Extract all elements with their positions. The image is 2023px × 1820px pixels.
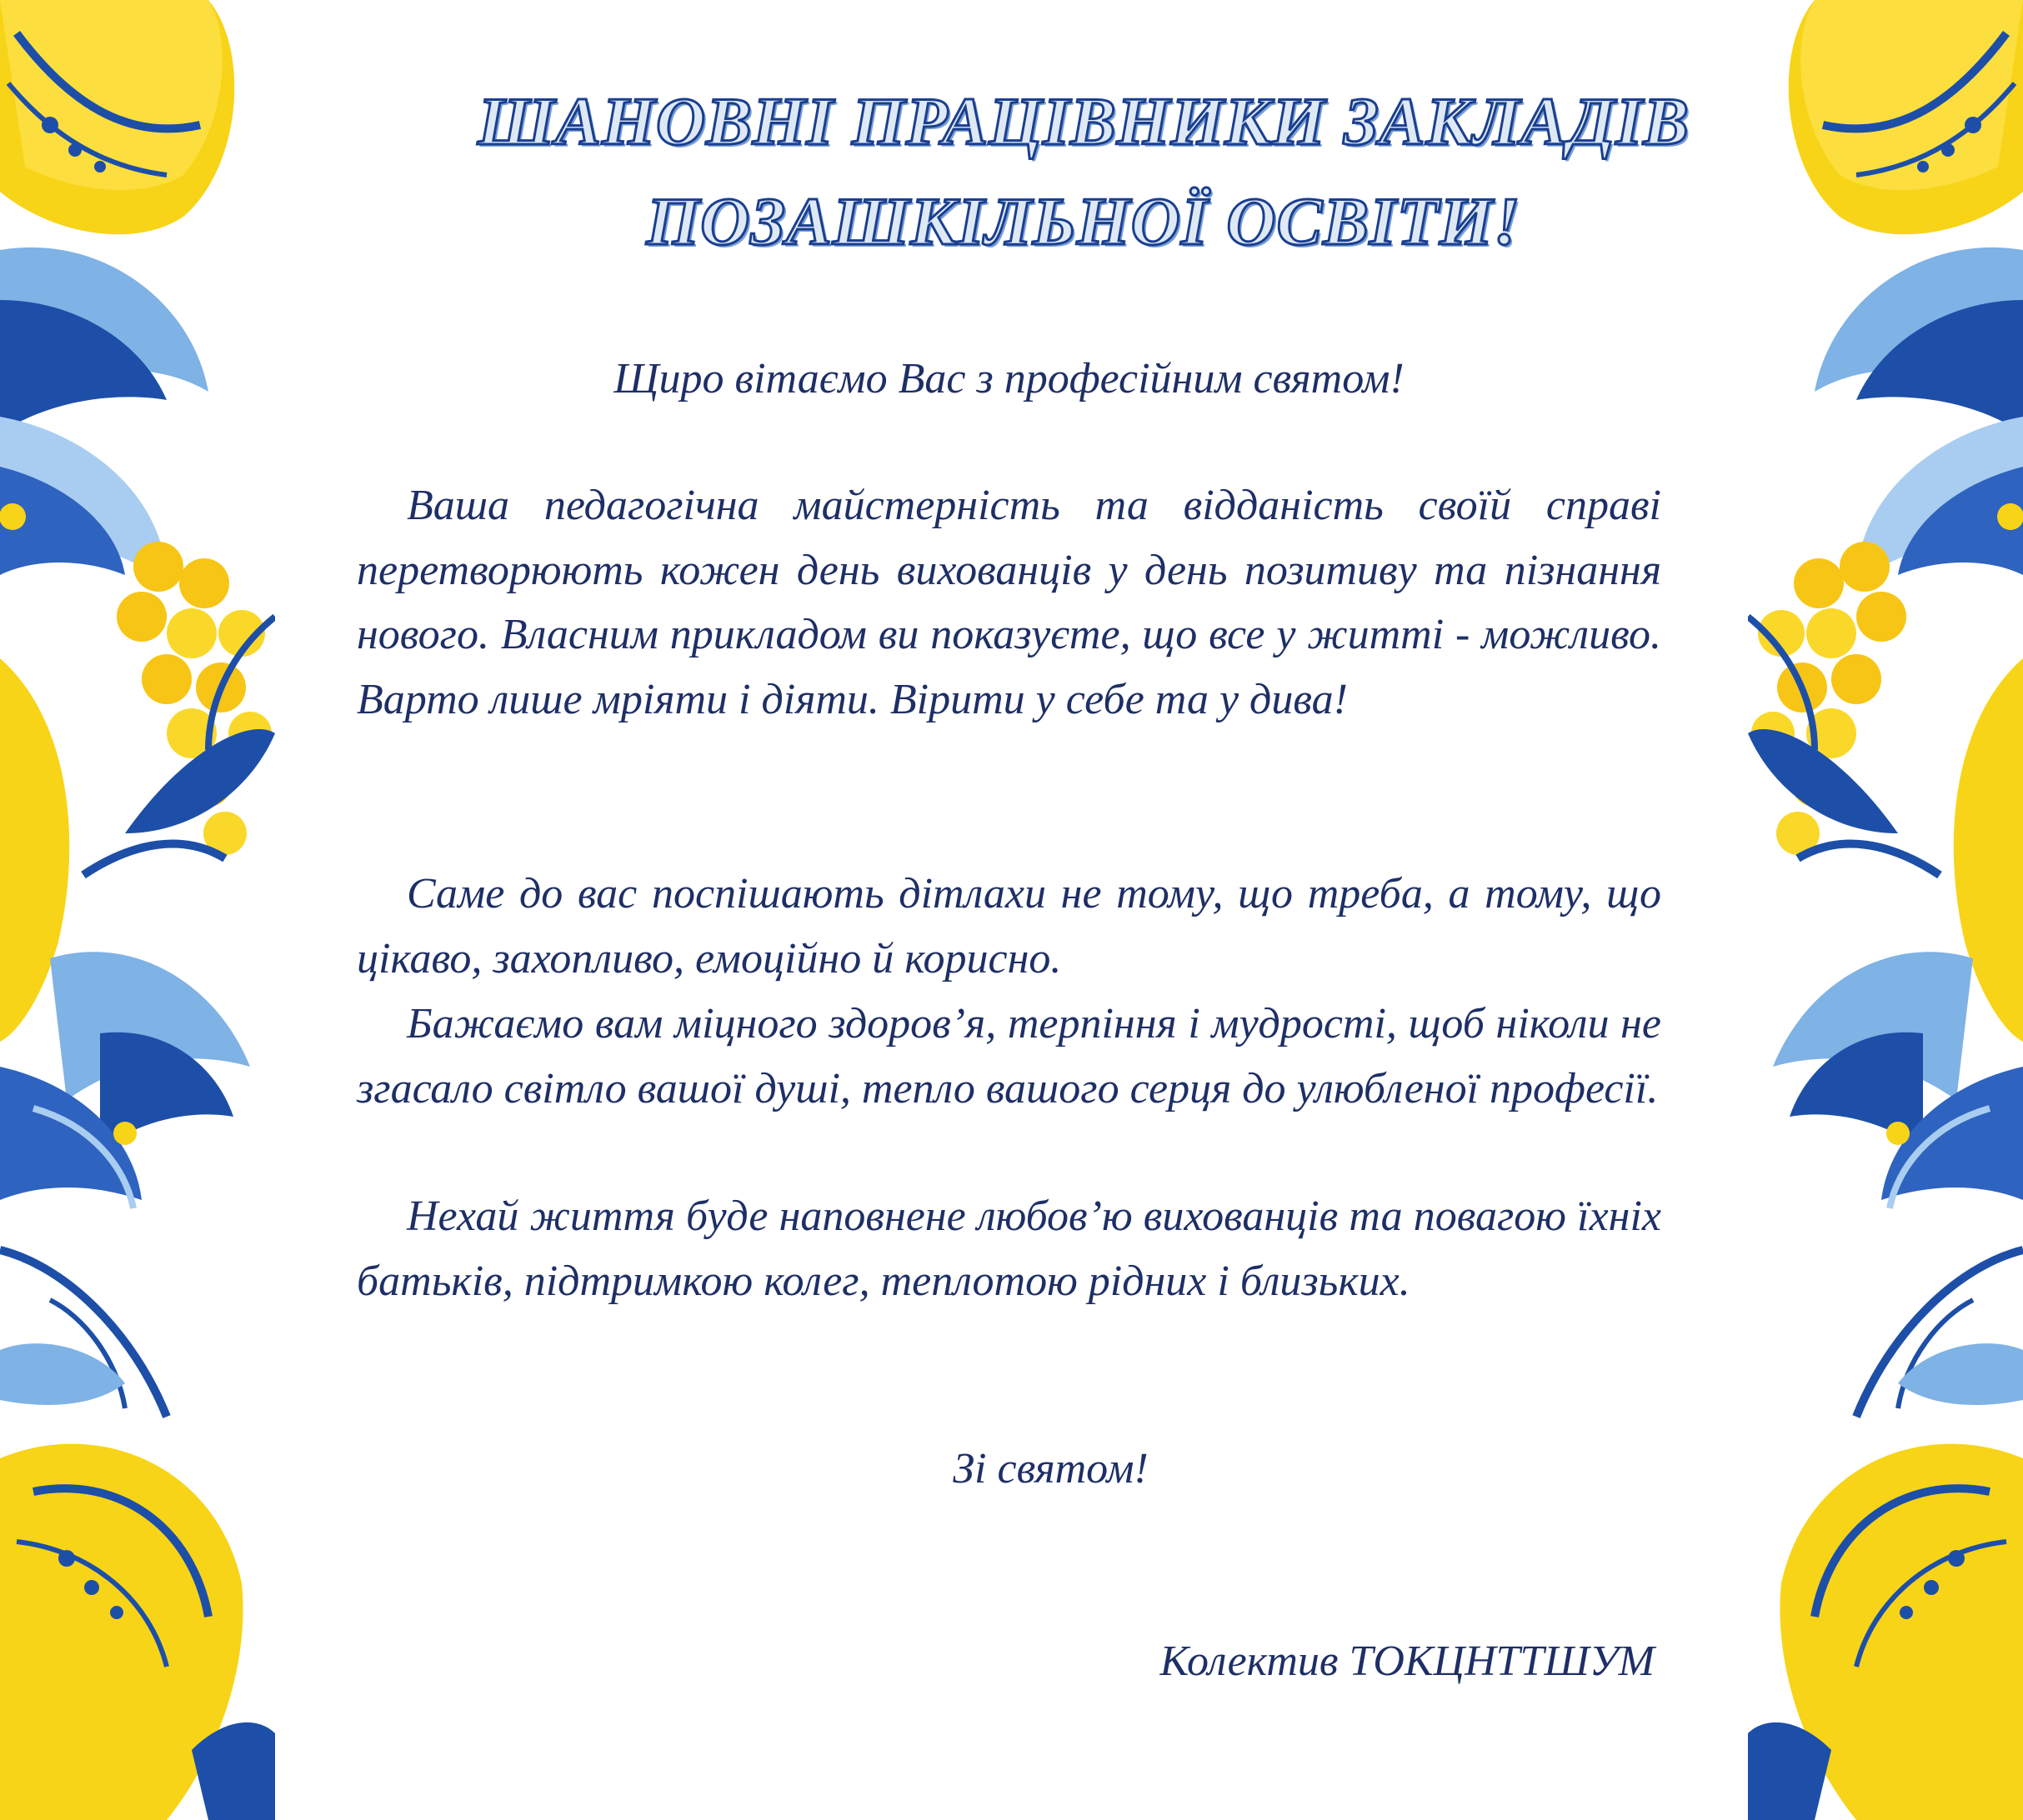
body-paragraph-2: [357, 862, 1661, 991]
left-floral-ornament: [0, 0, 275, 1820]
closing-line: Зі святом!: [953, 1445, 1149, 1492]
title-line-2: ПОЗАШКІЛЬНОЇ ОСВІТИ!: [646, 183, 1521, 259]
paragraph-text: Ваша педагогічна майстерність та відданість своїй справі перетворюють кожен день вихованців у день позитиву та пізнання нового. Власним прикладом ви показуєте, що все у житті - можливо. Варто лише мріяти і діяти. Вірити у себе та у дива!: [357, 482, 1661, 723]
paragraph-text: Бажаємо вам міцного здоров’я, терпіння і мудрості, щоб ніколи не згасало світло вашої душі, тепло вашого серця до улюбленої професії.: [357, 1000, 1661, 1112]
body-paragraph-1: [357, 473, 1661, 732]
paragraph-text: Саме до вас поспішають дітлахи не тому, що треба, а тому, що цікаво, захопливо, емоційно й корисно.: [357, 870, 1661, 982]
body-paragraph-4: [357, 1184, 1661, 1313]
greeting-line: Щиро вітаємо Вас з професійним святом!: [613, 355, 1405, 402]
signature: Колектив ТОКЦНТТШУМ: [1159, 1638, 1655, 1685]
body-paragraph-3: [357, 992, 1661, 1121]
right-floral-ornament: [1748, 0, 2023, 1820]
page-title: [433, 72, 1734, 272]
paragraph-text: Нехай життя буде наповнене любов’ю вихованців та повагою їхніх батьків, підтримкою колег, теплотою рідних і близьких.: [357, 1192, 1661, 1305]
title-line-1: ШАНОВНІ ПРАЦІВНИКИ ЗАКЛАДІВ: [478, 83, 1690, 159]
